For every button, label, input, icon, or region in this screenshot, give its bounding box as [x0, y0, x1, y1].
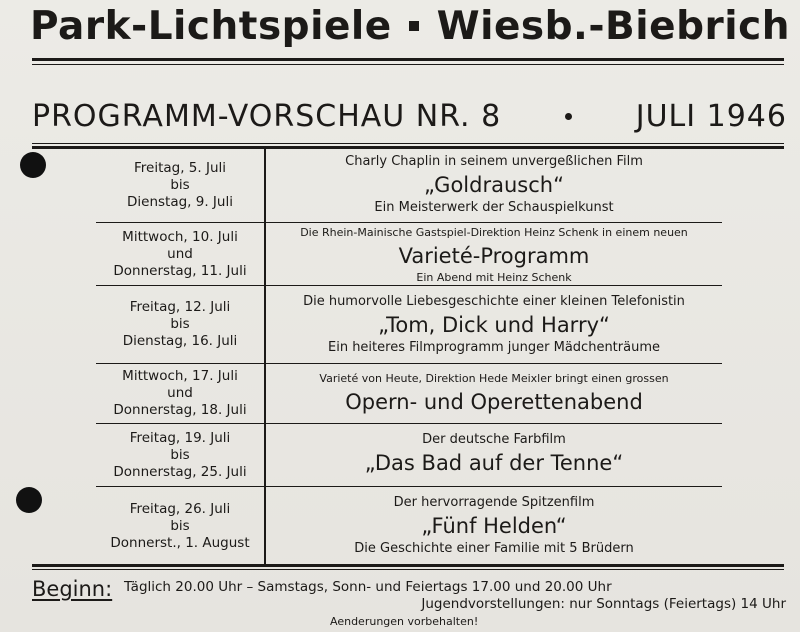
program-dates [96, 364, 266, 423]
title-rule-thin [32, 64, 784, 65]
date-line: Donnerst., 1. August [110, 534, 250, 551]
program-dates [96, 223, 266, 285]
program-row [96, 487, 722, 565]
program-description [266, 223, 722, 285]
program-number: PROGRAMM-VORSCHAU NR. 8 [32, 98, 502, 134]
program-tagline: Ein heiteres Filmprogramm junger Mädchenträume [328, 339, 660, 355]
date-line: Freitag, 26. Juli [129, 500, 231, 517]
program-month: JULI 1946 [635, 98, 787, 134]
program-intro: Der hervorragende Spitzenfilm [393, 495, 595, 510]
punch-hole [20, 152, 46, 178]
program-title: Opern- und Operettenabend [345, 389, 643, 414]
showtimes-footer [32, 575, 792, 632]
program-bottom-rule [32, 564, 784, 567]
program-intro: Charly Chaplin in seinem unvergeßlichen Film [345, 154, 643, 169]
program-title: „Das Bad auf der Tenne“ [364, 451, 624, 475]
date-line: Dienstag, 9. Juli [127, 193, 233, 210]
date-line: bis [170, 517, 190, 534]
square-bullet-icon [409, 21, 419, 31]
program-title: „Tom, Dick und Harry“ [378, 312, 610, 337]
program-row [96, 364, 722, 424]
date-line: Dienstag, 16. Juli [122, 333, 238, 349]
program-title: Varieté-Programm [398, 243, 590, 268]
date-line: Mittwoch, 17. Juli [122, 368, 238, 384]
date-line: Donnerstag, 18. Juli [113, 402, 247, 418]
program-description [266, 148, 722, 222]
program-subtitle [32, 96, 787, 136]
program-dates [96, 487, 266, 565]
date-line: Freitag, 19. Juli [129, 429, 231, 446]
program-tagline: Ein Abend mit Heinz Schenk [416, 270, 572, 284]
program-bottom-rule-thin [32, 569, 784, 570]
date-line: bis [170, 446, 190, 463]
date-line: Mittwoch, 10. Juli [122, 228, 238, 245]
cinema-location: Wiesb.-Biebrich [436, 3, 790, 49]
program-row [96, 424, 722, 487]
program-table [96, 148, 722, 565]
program-description [266, 424, 722, 486]
program-dates [96, 424, 266, 486]
program-description [266, 286, 722, 363]
date-line: Freitag, 5. Juli [133, 159, 227, 176]
title-rule [32, 58, 784, 61]
program-row [96, 286, 722, 364]
program-title: „Fünf Helden“ [421, 514, 567, 538]
date-line: und [167, 245, 193, 262]
program-intro: Varieté von Heute, Direktion Hede Meixler bringt einen grossen [319, 371, 669, 385]
date-line: Donnerstag, 25. Juli [113, 463, 247, 480]
program-intro: Die humorvolle Liebesgeschichte einer kleinen Telefonistin [303, 293, 685, 309]
program-description [266, 364, 722, 423]
beginn-label: Beginn: [32, 577, 113, 601]
program-intro: Die Rhein-Mainische Gastspiel-Direktion Heinz Schenk in einem neuen [300, 225, 688, 239]
dot-bullet-icon [565, 113, 572, 120]
date-line: und [167, 385, 193, 401]
program-dates [96, 286, 266, 363]
program-tagline: Die Geschichte einer Familie mit 5 Brüdern [354, 541, 634, 556]
cinema-title [30, 0, 790, 52]
punch-hole [16, 487, 42, 513]
program-top-rule [32, 143, 784, 144]
youth-showtimes-line: Jugendvorstellungen: nur Sonntags (Feiertags) 14 Uhr [421, 596, 786, 612]
program-row [96, 148, 722, 223]
program-tagline: Ein Meisterwerk der Schauspielkunst [374, 200, 614, 215]
date-line: bis [170, 316, 190, 332]
program-intro: Der deutsche Farbfilm [422, 432, 566, 447]
date-line: Donnerstag, 11. Juli [113, 262, 247, 279]
program-dates [96, 148, 266, 222]
changes-notice: Aenderungen vorbehalten! [330, 615, 479, 628]
program-row [96, 223, 722, 286]
date-line: Freitag, 12. Juli [129, 299, 231, 315]
date-line: bis [170, 176, 190, 193]
program-description [266, 487, 722, 565]
cinema-name: Park-Lichtspiele [30, 3, 392, 49]
showtimes-line: Täglich 20.00 Uhr – Samstags, Sonn- und Feiertags 17.00 und 20.00 Uhr [124, 579, 612, 595]
program-title: „Goldrausch“ [424, 173, 564, 197]
